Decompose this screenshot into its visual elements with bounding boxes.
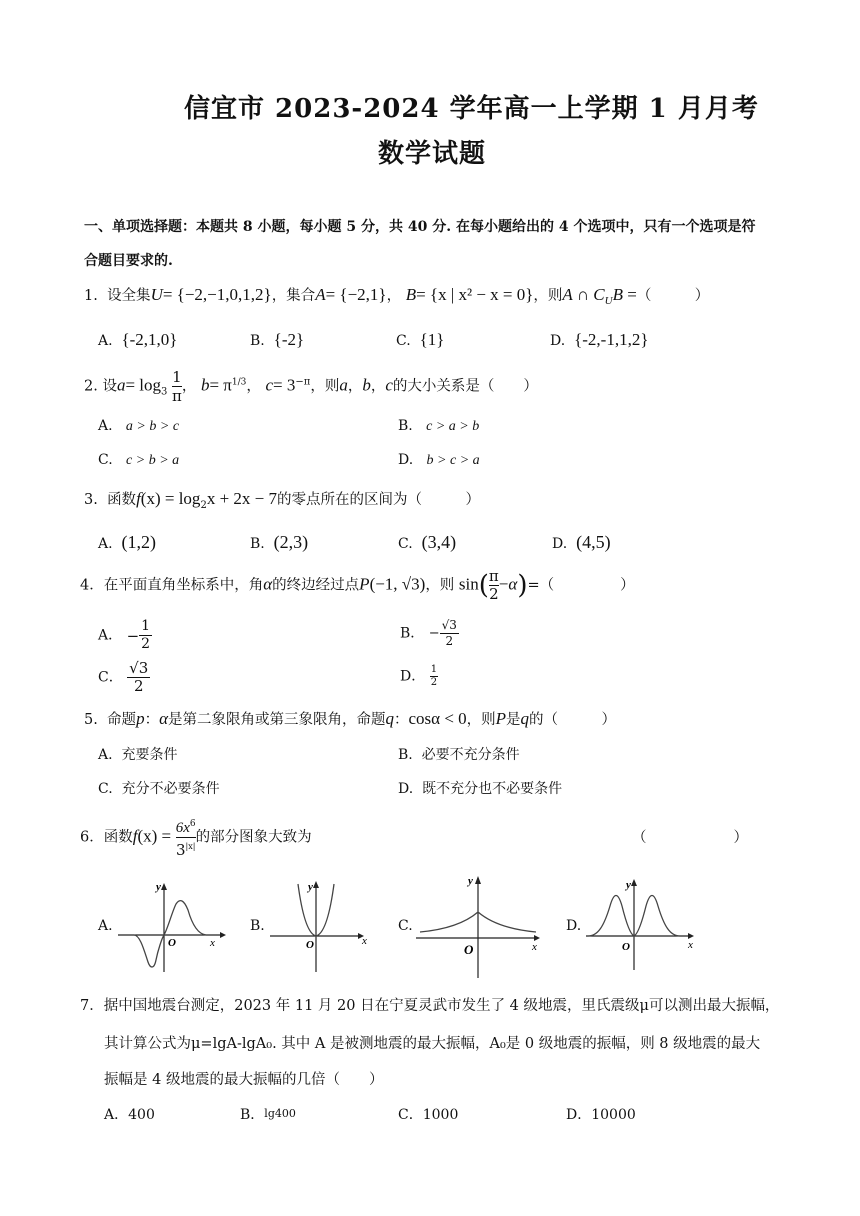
q6-graph-d[interactable] [584, 876, 702, 972]
question-3-stem: 3. 函数$f(x) = \log_2x + 2x - 7$的零点所在的区间为（ ） [84, 489, 480, 511]
question-7-line3: 振幅是 4 级地震的最大振幅的几倍（ ） [104, 1072, 384, 1088]
x-axis-arrow [220, 932, 226, 938]
question-7-line2: 其计算公式为μ=lgA-lgA₀. 其中 A 是被测地震的最大振幅，A₀是 0 级地震的振幅，则 8 级地震的最大 [104, 1036, 761, 1052]
question-1-stem: 1. 设全集U= {−2,−1,0,1,2}，集合A= {−2,1}， B= {x | x² − x = 0}，则A ∩ $C_UB$ =（ ） [84, 285, 710, 307]
section-header-line2: 合题目要求的. [84, 253, 173, 269]
question-number: 1. [84, 288, 98, 304]
question-5-stem: 5. 命题p：α是第二象限角或第三象限角，命题q：cosα < 0，则P是q的（ ） [84, 709, 617, 728]
q1-option-a[interactable]: A. {-2,1,0} [98, 330, 178, 349]
q3-option-b[interactable]: B. (2,3) [250, 532, 309, 552]
q1-option-b[interactable]: B. {-2} [250, 330, 305, 349]
y-axis-arrow [631, 879, 637, 886]
q5-option-c[interactable]: C. 充分不必要条件 [98, 781, 220, 797]
y-axis-arrow [475, 876, 481, 884]
q5-option-a[interactable]: A. 充要条件 [98, 747, 178, 763]
q2-option-a[interactable]: A. a > b > c [98, 418, 180, 434]
q6-graph-a[interactable] [116, 880, 226, 974]
q1-option-c[interactable]: C. {1} [396, 330, 445, 349]
q2-option-b[interactable]: B. c > a > b [398, 418, 480, 434]
origin-label: O [306, 939, 314, 951]
question-6-stem: 6．函数f(x) = $\frac{6x^6}{3^{|x|}}$ 的部分图象大致为 [80, 816, 312, 862]
y-axis-label: y [308, 881, 313, 893]
q4-option-b[interactable]: B． − $\frac{√3}{2}$ [400, 618, 457, 648]
x-axis-label: x [362, 935, 367, 947]
y-axis-arrow [161, 883, 167, 890]
question-7-line1: 7．据中国地震台测定，2023 年 11 月 20 日在宁夏灵武市发生了 4 级地震，里氏震级μ可以测出最大振幅， [80, 998, 780, 1014]
y-axis-arrow [313, 881, 319, 888]
q5-option-d[interactable]: D. 既不充分也不必要条件 [398, 781, 563, 797]
q5-option-b[interactable]: B. 必要不充分条件 [398, 747, 520, 763]
q3-option-a[interactable]: A. (1,2) [98, 532, 156, 552]
x-axis-label: x [688, 939, 693, 951]
curve [120, 901, 216, 967]
q7-option-b[interactable]: B．lg400 [240, 1107, 296, 1123]
q2-option-c[interactable]: C. c > b > a [98, 452, 180, 468]
q4-option-d[interactable]: D． $\frac{1}{2}$ [400, 664, 438, 688]
q7-option-a[interactable]: A．400 [104, 1107, 155, 1123]
fraction: $\frac{1}{\pi}$ [172, 368, 182, 405]
q6-answer-paren: （ ） [632, 830, 748, 846]
q3-option-d[interactable]: D. (4,5) [552, 532, 611, 552]
q4-option-c[interactable]: C． $\frac{√3}{2}$ [98, 659, 149, 695]
x-axis-label: x [210, 937, 215, 949]
question-2-stem: 2. 设$a= \log_3$ $\frac{1}{\pi}$ ， $b= \pi^{1/3}$， $c= 3^{-\pi}$，则a，b，c的大小关系是（ ） [84, 368, 538, 405]
q2-option-d[interactable]: D. b > c > a [398, 452, 480, 468]
y-axis-label: y [626, 879, 631, 891]
origin-label: O [622, 941, 630, 953]
q7-option-d[interactable]: D．10000 [566, 1107, 636, 1123]
page-subtitle: 数学试题 [378, 139, 487, 169]
y-axis-label: y [156, 881, 161, 893]
section-header-line1: 一、单项选择题：本题共 8 小题，每小题 5 分，共 40 分. 在每小题给出的 4 个选项中，只有一个选项是符 [84, 219, 756, 235]
origin-label: O [464, 942, 474, 957]
q6-option-c-label[interactable]: C. [398, 918, 413, 934]
q6-option-d-label[interactable]: D. [566, 918, 582, 934]
question-4-stem: 4．在平面直角坐标系中，角α的终边经过点P(−1, √3)，则 sin( $\frac{\pi}{2}$ −α)=（ ） [80, 567, 635, 603]
q6-option-b-label[interactable]: B. [250, 918, 265, 934]
q6-graph-c[interactable] [412, 872, 550, 980]
y-axis-label: y [468, 875, 473, 887]
page-title: 信宜市 2023-2024 学年高一上学期 1 月月考 [184, 94, 759, 124]
q1-option-d[interactable]: D. {-2,-1,1,2} [550, 330, 649, 349]
q6-option-a-label[interactable]: A. [98, 918, 113, 934]
x-axis-label: x [532, 941, 537, 953]
q7-option-c[interactable]: C．1000 [398, 1107, 459, 1123]
q6-graph-b[interactable] [268, 878, 374, 974]
q4-option-a[interactable]: A． − $\frac{1}{2}$ [98, 618, 151, 652]
q3-option-c[interactable]: C. (3,4) [398, 532, 457, 552]
origin-label: O [168, 937, 176, 949]
